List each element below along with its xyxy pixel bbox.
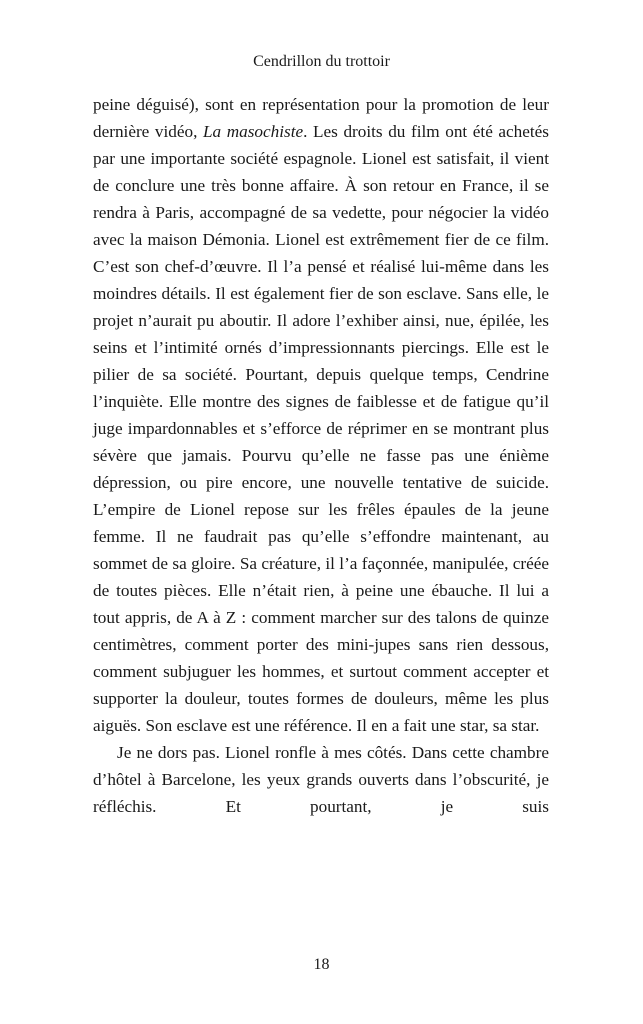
page-number: 18 <box>313 956 330 973</box>
paragraph-1-text-start: peine déguisé), sont en représentation pour la promotion de leur dernière vidéo, <box>93 95 549 141</box>
paragraph-2: Je ne dors pas. Lionel ronfle à mes côtés. Dans cette chambre d’hôtel à Barcelone, les yeux grands ouverts dans l’obscurité, je réfléchis. Et pourtant, je suis <box>93 743 549 816</box>
paragraph-1-text-end: . Les droits du film ont été achetés par une importante société espagnole. Lionel est satisfait, il vient de conclure une très bonne affaire. À son retour en France, il se rendra à Paris, accompagné de sa vedette, pour négocier la vidéo avec la maison Démonia. Lionel est extrêmement fier de ce film. C’est son chef-d’œuvre. Il l’a pensé et réalisé lui-même dans les moindres détails. Il est également fier de son esclave. Sans elle, le projet n’aurait pu aboutir. Il adore l’exhiber ainsi, nue, épilée, les seins et l’intimité ornés d’impressionnants piercings. Elle est le pilier de sa société. Pourtant, depuis quelque temps, Cendrine l’inquiète. Elle montre des signes de faiblesse et de fatigue qu’il juge impardonnables et s’efforce de réprimer en se montrant plus sévère que jamais. Pourvu qu’elle ne fasse pas une énième dépression, ou pire encore, une nouvelle tentative de suicide. L’empire de Lionel repose sur les frêles épaules de la jeune femme. Il ne faudrait pas qu’elle s’effondre maintenant, au sommet de sa gloire. Sa créature, il l’a façonnée, manipulée, créée de toutes pièces. Elle n’était rien, à peine une ébauche. Il lui a tout appris, de A à Z : comment marcher sur des talons de quinze centimètres, comment porter des mini-jupes sans rien dessous, comment subjuguer les hommes, et surtout comment accepter et supporter la douleur, toutes formes de douleurs, même les plus aiguës. Son esclave est une référence. Il en a fait une star, sa star. <box>93 122 549 735</box>
video-title: La masochiste <box>202 122 304 141</box>
running-header-title: Cendrillon du trottoir <box>253 53 390 70</box>
body-text <box>93 91 549 820</box>
paragraph-1 <box>93 91 549 739</box>
